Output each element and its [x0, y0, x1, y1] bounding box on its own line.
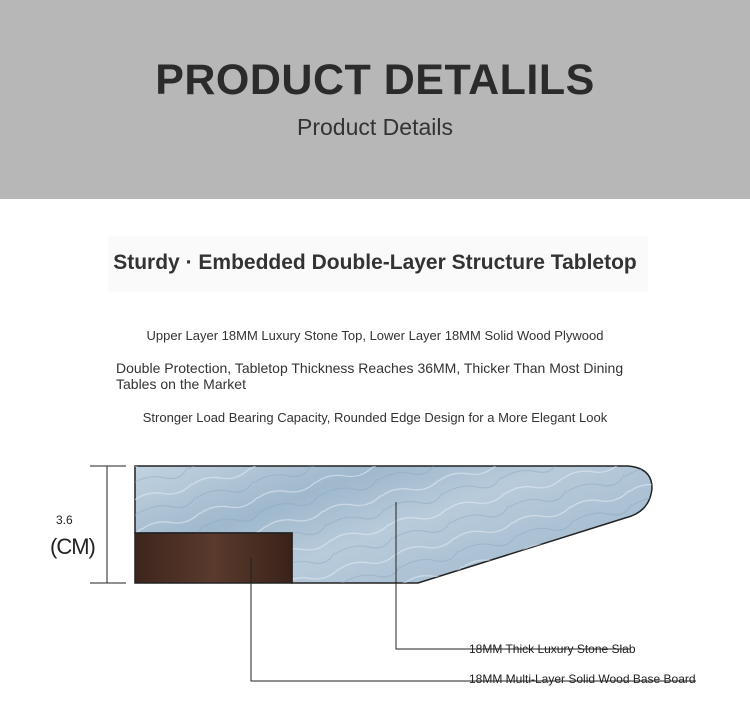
section-headline: Sturdy · Embedded Double-Layer Structure Tabletop	[113, 251, 637, 274]
tabletop-cross-section-diagram	[0, 455, 750, 705]
dimension-marker	[90, 466, 126, 583]
thickness-unit: (CM)	[50, 534, 95, 559]
wood-base-label: 18MM Multi-Layer Solid Wood Base Board	[469, 672, 696, 686]
feature-text-load: Stronger Load Bearing Capacity, Rounded Edge Design for a More Elegant Look	[142, 410, 608, 425]
thickness-value: 3.6	[56, 513, 73, 527]
page-subtitle: Product Details	[297, 114, 453, 140]
stone-slab-label: 18MM Thick Luxury Stone Slab	[469, 642, 636, 656]
feature-text-layers: Upper Layer 18MM Luxury Stone Top, Lower Layer 18MM Solid Wood Plywood	[146, 328, 604, 343]
feature-text-thickness: Double Protection, Tabletop Thickness Reaches 36MM, Thicker Than Most Dining Tables on the Market	[116, 360, 624, 392]
page-title: PRODUCT DETALILS	[155, 56, 595, 104]
wood-base-layer	[135, 533, 292, 583]
